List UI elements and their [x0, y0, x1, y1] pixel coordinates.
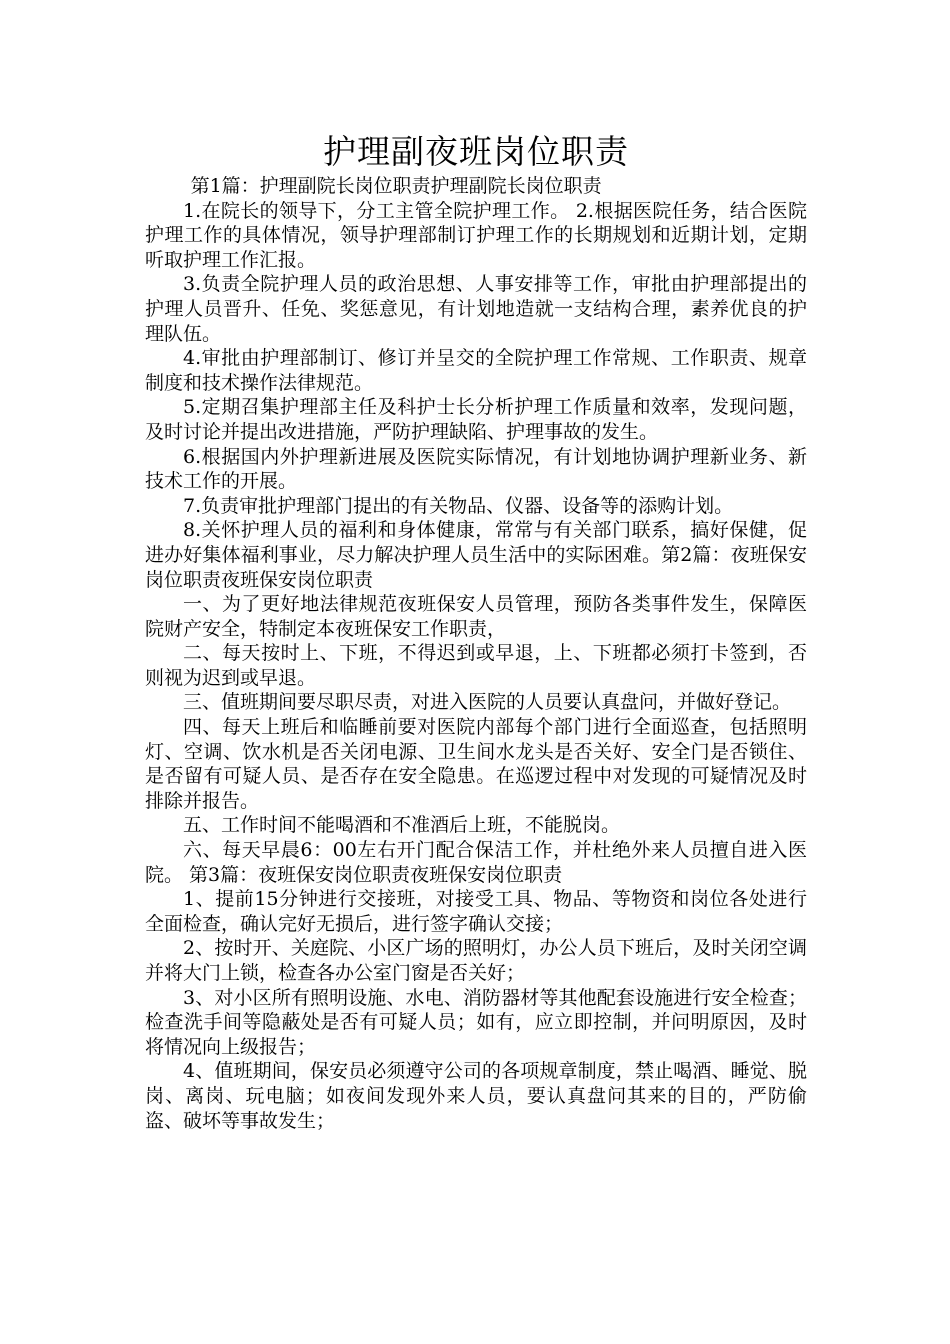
document-page	[145, 126, 807, 1133]
paragraph: 一、为了更好地法律规范夜班保安人员管理，预防各类事件发生，保障医院财产安全，特制定本夜班保安工作职责，	[145, 593, 807, 640]
paragraph: 四、每天上班后和临睡前要对医院内部每个部门进行全面巡查，包括照明灯、空调、饮水机是否关闭电源、卫生间水龙头是否关好、安全门是否锁住、是否留有可疑人员、是否存在安全隐患。在巡逻过程中对发现的可疑情况及时排除并报告。	[145, 716, 807, 812]
paragraph-heading-1: 第1篇：护理副院长岗位职责护理副院长岗位职责	[190, 175, 602, 197]
paragraph: 五、工作时间不能喝酒和不准酒后上班，不能脱岗。	[183, 814, 621, 837]
paragraph: 三、值班期间要尽职尽责，对进入医院的人员要认真盘问，并做好登记。	[183, 691, 792, 714]
paragraph: 5.定期召集护理部主任及科护士长分析护理工作质量和效率，发现问题，及时讨论并提出改进措施，严防护理缺陷、护理事故的发生。	[145, 396, 807, 443]
paragraph: 二、每天按时上、下班，不得迟到或早退，上、下班都必须打卡签到，否则视为迟到或早退。	[145, 642, 807, 689]
paragraph: 7.负责审批护理部门提出的有关物品、仪器、设备等的添购计划。	[183, 494, 734, 517]
paragraph: 4、值班期间，保安员必须遵守公司的各项规章制度，禁止喝酒、睡觉、脱岗、离岗、玩电脑；如夜间发现外来人员，要认真盘问其来的目的，严防偷盗、破坏等事故发生；	[145, 1060, 807, 1132]
document-body	[145, 174, 807, 1133]
paragraph: 8.关怀护理人员的福利和身体健康，常常与有关部门联系，搞好保健，促进办好集体福利事业，尽力解决护理人员生活中的实际困难。第2篇：夜班保安岗位职责夜班保安岗位职责	[145, 519, 807, 591]
paragraph: 4.审批由护理部制订、修订并呈交的全院护理工作常规、工作职责、规章制度和技术操作法律规范。	[145, 347, 807, 394]
paragraph: 6.根据国内外护理新进展及医院实际情况，有计划地协调护理新业务、新技术工作的开展。	[145, 445, 807, 493]
paragraph: 1、提前15分钟进行交接班，对接受工具、物品、等物资和岗位各处进行全面检查，确认完好无损后，进行签字确认交接；	[145, 888, 807, 935]
paragraph: 3.负责全院护理人员的政治思想、人事安排等工作，审批由护理部提出的护理人员晋升、任免、奖惩意见，有计划地造就一支结构合理，素养优良的护理队伍。	[145, 273, 807, 345]
paragraph: 2、按时开、关庭院、小区广场的照明灯，办公人员下班后，及时关闭空调并将大门上锁，检查各办公室门窗是否关好；	[145, 937, 807, 984]
document-title: 护理副夜班岗位职责	[323, 132, 629, 171]
paragraph: 六、每天早晨6：00左右开门配合保洁工作，并杜绝外来人员擅自进入医院。 第3篇：夜班保安岗位职责夜班保安岗位职责	[145, 839, 807, 886]
paragraph: 1.在院长的领导下，分工主管全院护理工作。 2.根据医院任务，结合医院护理工作的具体情况，领导护理部制订护理工作的长期规划和近期计划，定期听取护理工作汇报。	[145, 199, 807, 271]
paragraph: 3、对小区所有照明设施、水电、消防器材等其他配套设施进行安全检查；检查洗手间等隐蔽处是否有可疑人员；如有，应立即控制，并问明原因，及时将情况向上级报告；	[145, 986, 807, 1058]
